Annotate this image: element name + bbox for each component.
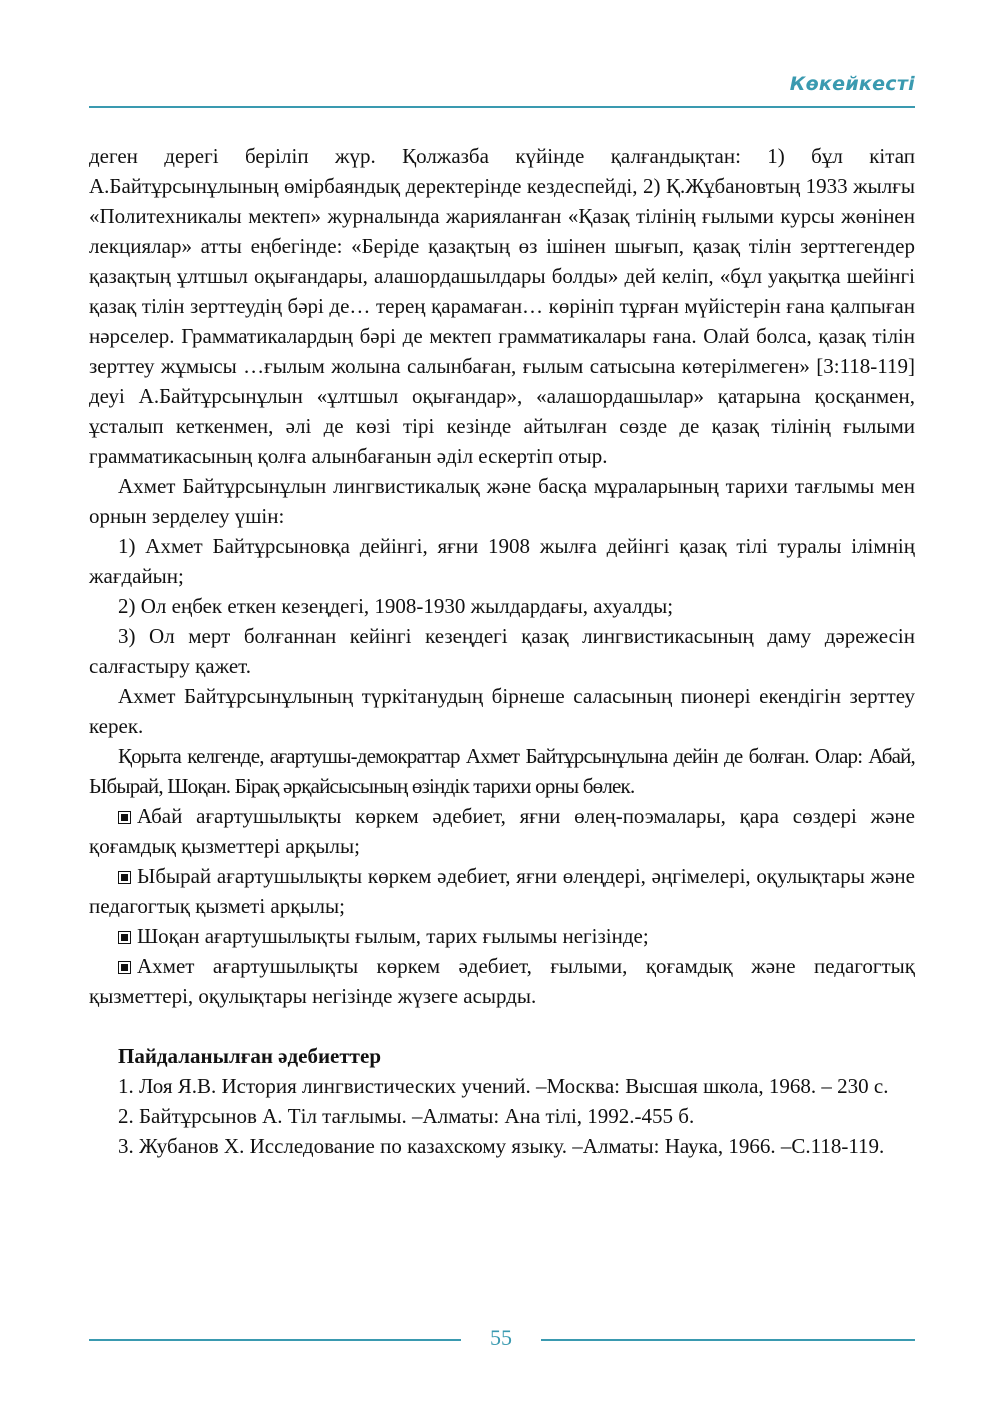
square-bullet-icon	[118, 811, 131, 824]
bullet-text: Ахмет ағартушылықты көркем әдебиет, ғылыми, қоғамдық және педагогтық қызметтері, оқулықтары негізінде жүзеге асырды.	[89, 954, 915, 1008]
bullet-text: Абай ағартушылықты көркем әдебиет, яғни өлең-поэмалары, қара сөздері және қоғамдық қызметтері арқылы;	[89, 804, 915, 858]
paragraph: 2) Ол еңбек еткен кезеңдегі, 1908-1930 жылдардағы, ахуалды;	[118, 594, 674, 618]
section-spacer	[89, 1011, 915, 1041]
bullet-text: Ыбырай ағартушылықты көркем әдебиет, яғни өлеңдері, әңгімелері, оқулықтары және педагогтық қызметі арқылы;	[89, 864, 915, 918]
bullet-text: Шоқан ағартушылықты ғылым, тарих ғылымы негізінде;	[137, 924, 649, 948]
square-bullet-icon	[118, 871, 131, 884]
references-heading: Пайдаланылған әдебиеттер	[118, 1044, 382, 1068]
reference-item: 2. Байтұрсынов А. Тіл тағлымы. –Алматы: Ана тілі, 1992.-455 б.	[118, 1104, 695, 1128]
bullet-item	[89, 801, 915, 861]
footer-divider-left	[89, 1339, 461, 1341]
paragraph: 1) Ахмет Байтұрсыновқа дейінгі, яғни 1908 жылға дейінгі қазақ тілі туралы ілімнің жағдайын;	[89, 534, 915, 588]
bullet-item	[89, 921, 915, 951]
paragraph: деген дерегі беріліп жүр. Қолжазба күйінде қалғандықтан: 1) бұл кітап А.Байтұрсынұлының өмірбаяндық деректерінде кездеспейді, 2) Қ.Жұбановтың 1933 жылғы «Политехникалы мектеп» журналында жарияланған «Қазақ тілінің ғылыми курсы жөнінен лекциялар» атты еңбегінде: «Беріде қазақтың өз ішінен шығып, қазақ тілін зерттегендер қазақтың ұлтшыл оқығандары, алашордашылдары болды» дей келіп, «бұл уақытқа шейінгі қазақ тілін зерттеудің бәрі де… терең қарамаған… көрініп тұрған мүйістерін ғана қалпыған нәрселер. Грамматикалардың бәрі де мектеп грамматикалары ғана. Олай болса, қазақ тілін зерттеу жұмысы …ғылым жолына салынбаған, ғылым сатысына көтерілмеген» [3:118-119] деуі А.Байтұрсынұлын «ұлтшыл оқығандар», «алашордашылар» қатарына қосқанмен, ұсталып кеткенмен, әлі де көзі тірі кезінде айтылған сөзде де қазақ тілінің ғылыми грамматикасының қолға алынбағанын әділ ескертіп отыр.	[89, 144, 915, 468]
paragraph: Ахмет Байтұрсынұлының түркітанудың бірнеше саласының пионері екендігін зерттеу керек.	[89, 684, 915, 738]
square-bullet-icon	[118, 931, 131, 944]
footer-divider-right	[541, 1339, 915, 1341]
paragraph: Қорыта келгенде, ағартушы-демократтар Ахмет Байтұрсынұлына дейін де болған. Олар: Абай, Ыбырай, Шоқан. Бірақ әрқайсысының өзіндік тарихи орны бөлек.	[89, 744, 915, 798]
running-header-title: Көкейкесті	[789, 73, 915, 95]
paragraph: 3) Ол мерт болғаннан кейінгі кезеңдегі қазақ лингвистикасының даму дәрежесін салғастыру қажет.	[89, 624, 915, 678]
bullet-item	[89, 861, 915, 921]
bullet-item	[89, 951, 915, 1011]
body-text	[89, 141, 915, 1161]
square-bullet-icon	[118, 961, 131, 974]
header-divider	[89, 106, 915, 108]
paragraph: Ахмет Байтұрсынұлын лингвистикалық және басқа мұраларының тарихи тағлымы мен орнын зерделеу үшін:	[89, 474, 915, 528]
reference-item: 1. Лоя Я.В. История лингвистических учений. –Москва: Высшая школа, 1968. – 230 с.	[118, 1074, 889, 1098]
page-number: 55	[490, 1325, 512, 1350]
reference-item: 3. Жубанов Х. Исследование по казахскому языку. –Алматы: Наука, 1966. –С.118-119.	[118, 1134, 885, 1158]
